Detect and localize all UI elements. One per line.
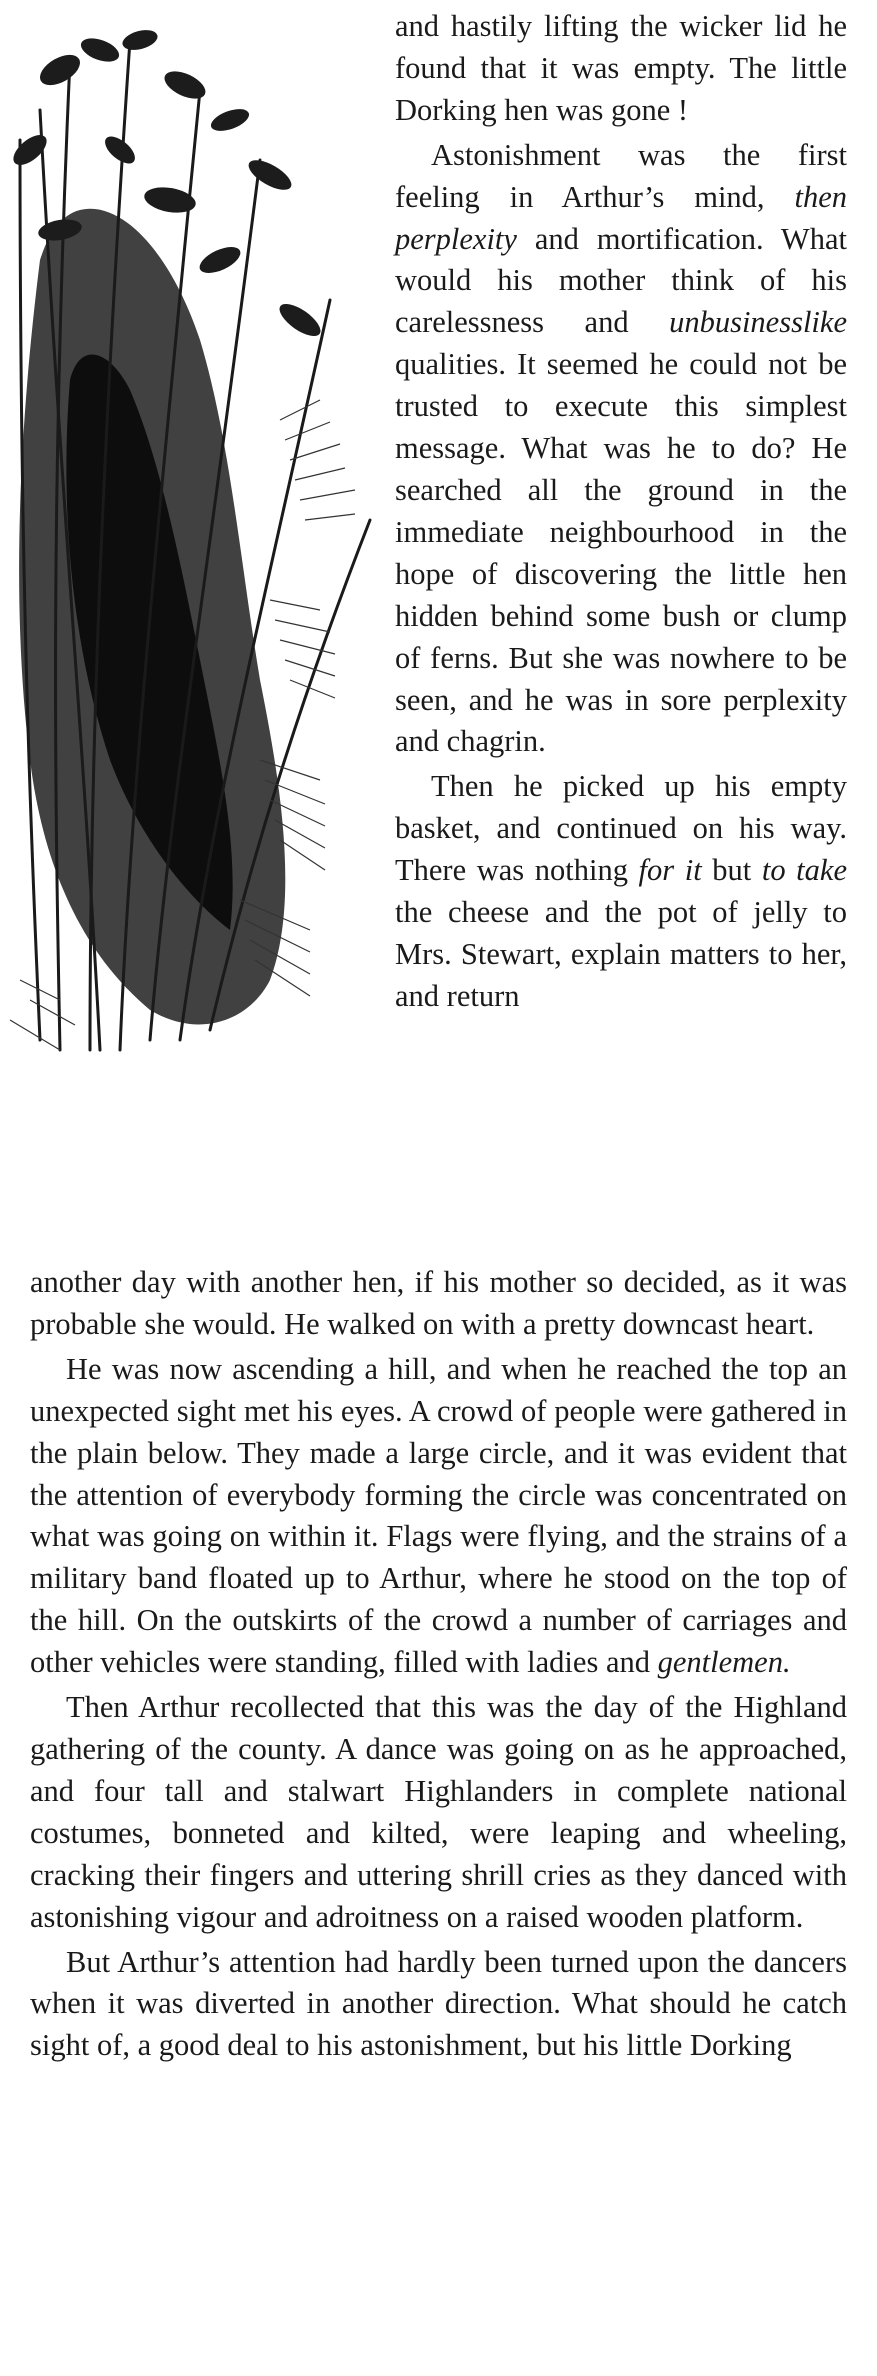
text-run: He was now ascending a hill, and when he reached the top an unexpected sight met his eyes. A crowd of people were gathered in the plain below. They made a large circle, and it was evident that the attention of everybody forming the circle was concentrated on what was going on within it. Flags were flying, and the strains of a military band floated up to Arthur, where he stood on the top of the hill. On the outskirts of the crowd a number of carriages and other vehicles were standing, filled with ladies and bbox=[30, 1351, 847, 1680]
paragraph bbox=[30, 1349, 847, 1684]
italic-text: for it bbox=[638, 853, 702, 888]
paragraph bbox=[30, 1262, 847, 1346]
paragraph bbox=[395, 6, 847, 132]
text-run: the cheese and the pot of jelly to Mrs. Stewart, explain matters to her, and return bbox=[395, 895, 847, 1013]
text-run: and mortification. What would his mother think of his carelessness and bbox=[395, 221, 847, 340]
italic-text: gentlemen. bbox=[657, 1645, 791, 1680]
paragraph bbox=[30, 1687, 847, 1938]
italic-text: to take bbox=[761, 853, 847, 888]
wide-text-column bbox=[30, 1262, 847, 2067]
text-run: qualities. It seemed he could not be trusted to execute this simplest message. What was he to do? He searched all the ground in the immediate neighbourhood in the hope of discovering the little hen hidden behind some bush or clump of ferns. But she was nowhere to be seen, and he was in sore perplexity and chagrin. bbox=[395, 347, 847, 759]
paragraph bbox=[395, 766, 847, 1017]
narrow-text-column bbox=[395, 6, 847, 1018]
paragraph bbox=[30, 1942, 847, 2068]
text-run: But Arthur’s attention had hardly been turned upon the dancers when it was diverted in another direction. What should he catch sight of, a good deal to his astonishment, but his little Dorking bbox=[30, 1944, 847, 2063]
fern-engraving-icon bbox=[0, 0, 380, 1090]
text-run: and hastily lifting the wicker lid he found that it was empty. The little Dorking hen was gone ! bbox=[395, 9, 847, 127]
text-run: Then he picked up his empty basket, and continued on his way. There was nothing bbox=[395, 769, 847, 888]
text-run: Then Arthur recollected that this was the day of the Highland gathering of the county. A dance was going on as he approached, and four tall and stalwart Highlanders in complete national costumes, bonneted and kilted, were leaping and wheeling, cracking their fingers and uttering shrill cries as they danced with astonishing vigour and adroitness on a raised wooden platform. bbox=[30, 1690, 847, 1934]
paragraph bbox=[395, 135, 847, 764]
italic-text: unbusinesslike bbox=[669, 305, 847, 340]
text-run: Astonishment was the first feeling in Arthur’s mind, bbox=[395, 137, 847, 214]
text-run: another day with another hen, if his mother so decided, as it was probable she would. He walked on with a pretty downcast heart. bbox=[30, 1265, 847, 1341]
text-run: but bbox=[701, 853, 762, 888]
italic-text: then perplexity bbox=[395, 179, 847, 256]
